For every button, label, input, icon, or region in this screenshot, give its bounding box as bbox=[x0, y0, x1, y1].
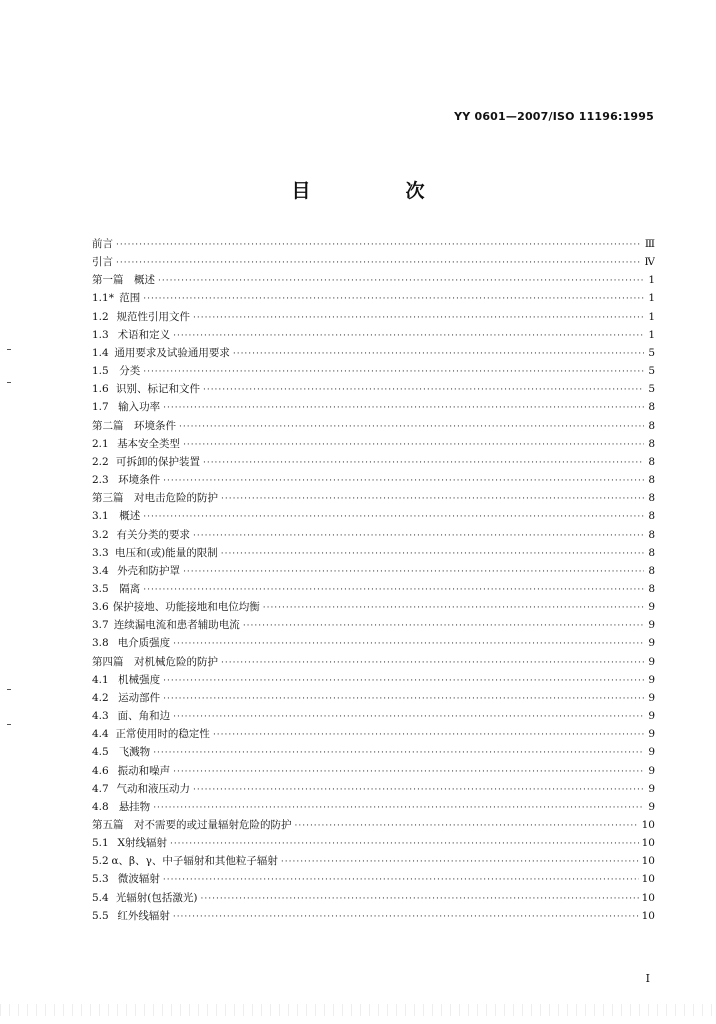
toc-entry-number: 1.6 bbox=[92, 383, 109, 396]
toc-entry-page: 10 bbox=[641, 837, 655, 850]
toc-entry-page: 5 bbox=[648, 383, 655, 396]
toc-entry-title: 术语和定义 bbox=[117, 328, 171, 341]
toc-entry-title: 正常使用时的稳定性 bbox=[115, 728, 210, 741]
toc-entry-title: α、β、γ、中子辐射和其他粒子辐射 bbox=[111, 855, 278, 868]
toc-entry-page: 8 bbox=[648, 492, 655, 505]
toc-entry-number: 1.4 bbox=[92, 346, 109, 359]
toc-entry-page: 1 bbox=[648, 328, 655, 341]
toc-entry-page: 10 bbox=[641, 873, 655, 886]
toc-entry-page: 8 bbox=[648, 564, 655, 577]
toc-entry[interactable] bbox=[92, 380, 655, 398]
toc-entry-number: 4.2 bbox=[92, 691, 109, 704]
toc-entry-title: 通用要求及试验通用要求 bbox=[114, 346, 230, 359]
toc-leader-dots bbox=[163, 399, 644, 416]
page-title: 目 次 bbox=[291, 180, 463, 202]
toc-entry[interactable] bbox=[92, 798, 655, 816]
toc-entry-title: 范围 bbox=[119, 292, 141, 305]
toc-entry-number: 3.7 bbox=[92, 619, 109, 632]
toc-entry-title: 电介质强度 bbox=[117, 637, 171, 650]
toc-leader-dots bbox=[233, 345, 644, 362]
toc-leader-dots bbox=[173, 908, 639, 925]
toc-entry-title: 前言 bbox=[92, 238, 113, 250]
toc-leader-dots bbox=[263, 599, 644, 616]
toc-entry-title: 第五篇 对不需要的或过量辐射危险的防护 bbox=[92, 819, 292, 831]
toc-entry[interactable] bbox=[92, 344, 655, 362]
toc-leader-dots bbox=[173, 763, 644, 780]
toc-entry-title: 悬挂物 bbox=[118, 800, 151, 813]
toc-entry-page: 10 bbox=[641, 819, 655, 831]
toc-entry-page: 5 bbox=[648, 346, 655, 359]
toc-entry[interactable] bbox=[92, 289, 655, 307]
toc-entry-number: 5.1 bbox=[92, 837, 109, 850]
toc-entry[interactable] bbox=[92, 362, 655, 380]
margin-mark bbox=[7, 349, 11, 350]
toc-entry-title: 光辐射(包括激光) bbox=[115, 891, 198, 904]
toc-entry[interactable] bbox=[92, 398, 655, 416]
toc-entry-number: 1.5 bbox=[92, 365, 109, 378]
toc-leader-dots bbox=[221, 654, 644, 671]
toc-entry-title: 第一篇 概述 bbox=[92, 274, 155, 287]
toc-entry-title: 保护接地、功能接地和电位均衡 bbox=[112, 601, 260, 614]
toc-entry[interactable] bbox=[92, 689, 655, 707]
toc-entry-number: 5.3 bbox=[92, 873, 109, 886]
toc-entry[interactable] bbox=[92, 743, 655, 761]
toc-entry-number: 4.4 bbox=[92, 728, 109, 741]
toc-entry-number: 2.3 bbox=[92, 474, 109, 487]
toc-entry-title: 飞溅物 bbox=[118, 746, 151, 759]
toc-entry-title: 输入功率 bbox=[118, 401, 161, 414]
toc-entry-number: 1.1* bbox=[92, 292, 114, 305]
toc-entry-title: 第二篇 环境条件 bbox=[92, 419, 176, 432]
toc-entry-page: Ⅳ bbox=[644, 256, 655, 269]
toc-entry-page: 10 bbox=[641, 891, 655, 904]
toc-leader-dots bbox=[158, 272, 644, 289]
toc-entry-number: 4.6 bbox=[92, 764, 109, 777]
toc-entry-number: 1.2 bbox=[92, 310, 109, 323]
toc-entry[interactable] bbox=[92, 308, 655, 326]
toc-leader-dots bbox=[163, 472, 644, 489]
toc-entry-page: 9 bbox=[648, 601, 655, 614]
toc-leader-dots bbox=[116, 236, 642, 253]
toc-entry[interactable] bbox=[92, 780, 655, 798]
toc-entry-page: 9 bbox=[648, 710, 655, 723]
toc-entry[interactable] bbox=[92, 671, 655, 689]
toc-entry-page: 8 bbox=[648, 474, 655, 487]
toc-entry-title: 分类 bbox=[119, 365, 141, 378]
toc-entry-number: 4.3 bbox=[92, 710, 109, 723]
toc-entry[interactable] bbox=[92, 725, 655, 743]
toc-entry-title: 面、角和边 bbox=[117, 710, 171, 723]
toc-entry[interactable] bbox=[92, 471, 655, 489]
toc-entry-number: 3.5 bbox=[92, 582, 109, 595]
toc-entry[interactable] bbox=[92, 507, 655, 525]
toc-entry-title: 可拆卸的保护装置 bbox=[115, 455, 200, 468]
toc-entry-title: 机械强度 bbox=[118, 673, 161, 686]
toc-entry-page: 9 bbox=[648, 800, 655, 813]
toc-leader-dots bbox=[203, 381, 644, 398]
toc-entry-number: 1.3 bbox=[92, 328, 109, 341]
toc-leader-dots bbox=[221, 545, 644, 562]
standard-code: YY 0601—2007/ISO 11196:1995 bbox=[454, 110, 654, 123]
toc-entry-page: 8 bbox=[648, 437, 655, 450]
margin-mark bbox=[7, 724, 11, 725]
toc-entry-page: 5 bbox=[648, 365, 655, 378]
toc-entry-page: 9 bbox=[648, 764, 655, 777]
toc-entry[interactable] bbox=[92, 453, 655, 471]
toc-leader-dots bbox=[281, 853, 639, 870]
toc-entry-page: 1 bbox=[648, 310, 655, 323]
toc-leader-dots bbox=[153, 744, 644, 761]
toc-entry-number: 4.7 bbox=[92, 782, 109, 795]
toc-entry-number: 4.5 bbox=[92, 746, 109, 759]
toc-leader-dots bbox=[163, 871, 639, 888]
toc-leader-dots bbox=[173, 327, 644, 344]
toc-entry-title: 有关分类的要求 bbox=[116, 528, 191, 541]
toc-leader-dots bbox=[193, 781, 644, 798]
toc-entry[interactable] bbox=[92, 580, 655, 598]
toc-entry-title: 运动部件 bbox=[118, 691, 161, 704]
toc-leader-dots bbox=[243, 617, 644, 634]
toc-entry[interactable] bbox=[92, 634, 655, 652]
toc-entry[interactable] bbox=[92, 889, 655, 907]
toc-entry-title: 基本安全类型 bbox=[117, 437, 181, 450]
toc-leader-dots bbox=[201, 890, 639, 907]
toc-entry-number: 3.8 bbox=[92, 637, 109, 650]
toc-entry-page: 8 bbox=[648, 582, 655, 595]
toc-entry-title: 引言 bbox=[92, 256, 113, 269]
toc-entry-title: 气动和液压动力 bbox=[116, 782, 191, 795]
toc-leader-dots bbox=[163, 672, 644, 689]
toc-entry-page: 8 bbox=[648, 401, 655, 414]
toc-entry-title: 电压和(或)能量的限制 bbox=[115, 546, 218, 559]
toc-entry-number: 4.8 bbox=[92, 800, 109, 813]
toc-entry[interactable] bbox=[92, 326, 655, 344]
toc-entry-number: 3.1 bbox=[92, 510, 109, 523]
toc-entry-title: 隔离 bbox=[119, 582, 141, 595]
toc-entry-page: 10 bbox=[641, 855, 655, 868]
toc-leader-dots bbox=[143, 581, 644, 598]
toc-entry[interactable] bbox=[92, 616, 655, 634]
toc-entry-page: 8 bbox=[648, 528, 655, 541]
toc-entry[interactable] bbox=[92, 907, 655, 925]
toc-entry[interactable] bbox=[92, 562, 655, 580]
toc-entry-number: 3.4 bbox=[92, 564, 109, 577]
toc-entry[interactable] bbox=[92, 707, 655, 725]
toc-entry[interactable] bbox=[92, 253, 655, 271]
margin-mark bbox=[7, 382, 11, 383]
toc-entry[interactable] bbox=[92, 598, 655, 616]
toc-entry-number: 3.2 bbox=[92, 528, 109, 541]
margin-mark bbox=[7, 689, 11, 690]
toc-leader-dots bbox=[143, 363, 644, 380]
toc-leader-dots bbox=[170, 835, 639, 852]
toc-leader-dots bbox=[116, 254, 642, 271]
toc-entry-page: 9 bbox=[648, 655, 655, 668]
toc-entry[interactable] bbox=[92, 235, 655, 253]
toc-entry-title: X射线辐射 bbox=[117, 837, 167, 850]
toc-entry-page: Ⅲ bbox=[644, 238, 655, 250]
toc-entry-page: 9 bbox=[648, 691, 655, 704]
toc-entry-title: 环境条件 bbox=[118, 474, 161, 487]
toc-entry[interactable] bbox=[92, 870, 655, 888]
toc-entry-title: 概述 bbox=[119, 510, 141, 523]
toc-leader-dots bbox=[179, 418, 644, 435]
toc-leader-dots bbox=[183, 563, 644, 580]
toc-entry-page: 1 bbox=[648, 274, 655, 287]
page-number: I bbox=[645, 972, 650, 985]
toc-entry-number: 3.3 bbox=[92, 546, 109, 559]
toc-entry-title: 第四篇 对机械危险的防护 bbox=[92, 655, 218, 668]
toc-entry-page: 1 bbox=[648, 292, 655, 305]
toc-leader-dots bbox=[173, 635, 644, 652]
toc-entry-title: 微波辐射 bbox=[117, 873, 160, 886]
toc-entry-page: 9 bbox=[648, 746, 655, 759]
toc-leader-dots bbox=[203, 454, 644, 471]
toc-entry-page: 8 bbox=[648, 510, 655, 523]
toc-entry-title: 规范性引用文件 bbox=[116, 310, 191, 323]
toc-entry-title: 振动和噪声 bbox=[117, 764, 171, 777]
toc-entry-title: 连续漏电流和患者辅助电流 bbox=[113, 619, 240, 632]
toc-entry[interactable] bbox=[92, 544, 655, 562]
toc-entry[interactable] bbox=[92, 435, 655, 453]
toc-entry-title: 第三篇 对电击危险的防护 bbox=[92, 492, 218, 505]
toc-entry-number: 3.6 bbox=[92, 601, 109, 614]
toc-leader-dots bbox=[163, 690, 644, 707]
toc-leader-dots bbox=[183, 436, 644, 453]
toc-entry-page: 9 bbox=[648, 619, 655, 632]
toc-leader-dots bbox=[143, 290, 644, 307]
toc-entry-page: 8 bbox=[648, 455, 655, 468]
toc-entry-page: 9 bbox=[648, 782, 655, 795]
toc-entry[interactable] bbox=[92, 417, 655, 435]
toc-entry-number: 1.7 bbox=[92, 401, 109, 414]
toc-entry-number: 4.1 bbox=[92, 673, 109, 686]
toc-entry-number: 2.1 bbox=[92, 437, 109, 450]
toc-entry[interactable] bbox=[92, 653, 655, 671]
toc-entry-number: 5.5 bbox=[92, 909, 109, 922]
toc-leader-dots bbox=[173, 708, 644, 725]
toc-entry[interactable] bbox=[92, 762, 655, 780]
toc-leader-dots bbox=[153, 799, 644, 816]
toc-leader-dots bbox=[193, 309, 644, 326]
toc-leader-dots bbox=[213, 726, 644, 743]
toc-entry-page: 8 bbox=[648, 419, 655, 432]
toc-entry-title: 外壳和防护罩 bbox=[117, 564, 181, 577]
toc-entry[interactable] bbox=[92, 526, 655, 544]
toc-entry-title: 红外线辐射 bbox=[117, 909, 170, 922]
toc-leader-dots bbox=[143, 508, 644, 525]
toc-entry-page: 10 bbox=[641, 909, 655, 922]
scan-noise bbox=[0, 1004, 716, 1016]
toc-entry-number: 5.2 bbox=[92, 855, 109, 868]
toc-entry-page: 9 bbox=[648, 637, 655, 650]
toc-leader-dots bbox=[193, 527, 644, 544]
toc-entry-page: 9 bbox=[648, 728, 655, 741]
toc-entry[interactable] bbox=[92, 852, 655, 870]
toc-entry-number: 5.4 bbox=[92, 891, 109, 904]
toc-leader-dots bbox=[295, 817, 639, 834]
toc-entry-title: 识别、标记和文件 bbox=[115, 383, 200, 396]
toc-entry[interactable] bbox=[92, 816, 655, 834]
toc-entry-page: 8 bbox=[648, 546, 655, 559]
toc-entry[interactable] bbox=[92, 834, 655, 852]
toc-entry-number: 2.2 bbox=[92, 455, 109, 468]
table-of-contents bbox=[92, 235, 655, 925]
toc-entry[interactable] bbox=[92, 271, 655, 289]
toc-entry[interactable] bbox=[92, 489, 655, 507]
toc-leader-dots bbox=[221, 490, 644, 507]
toc-entry-page: 9 bbox=[648, 673, 655, 686]
